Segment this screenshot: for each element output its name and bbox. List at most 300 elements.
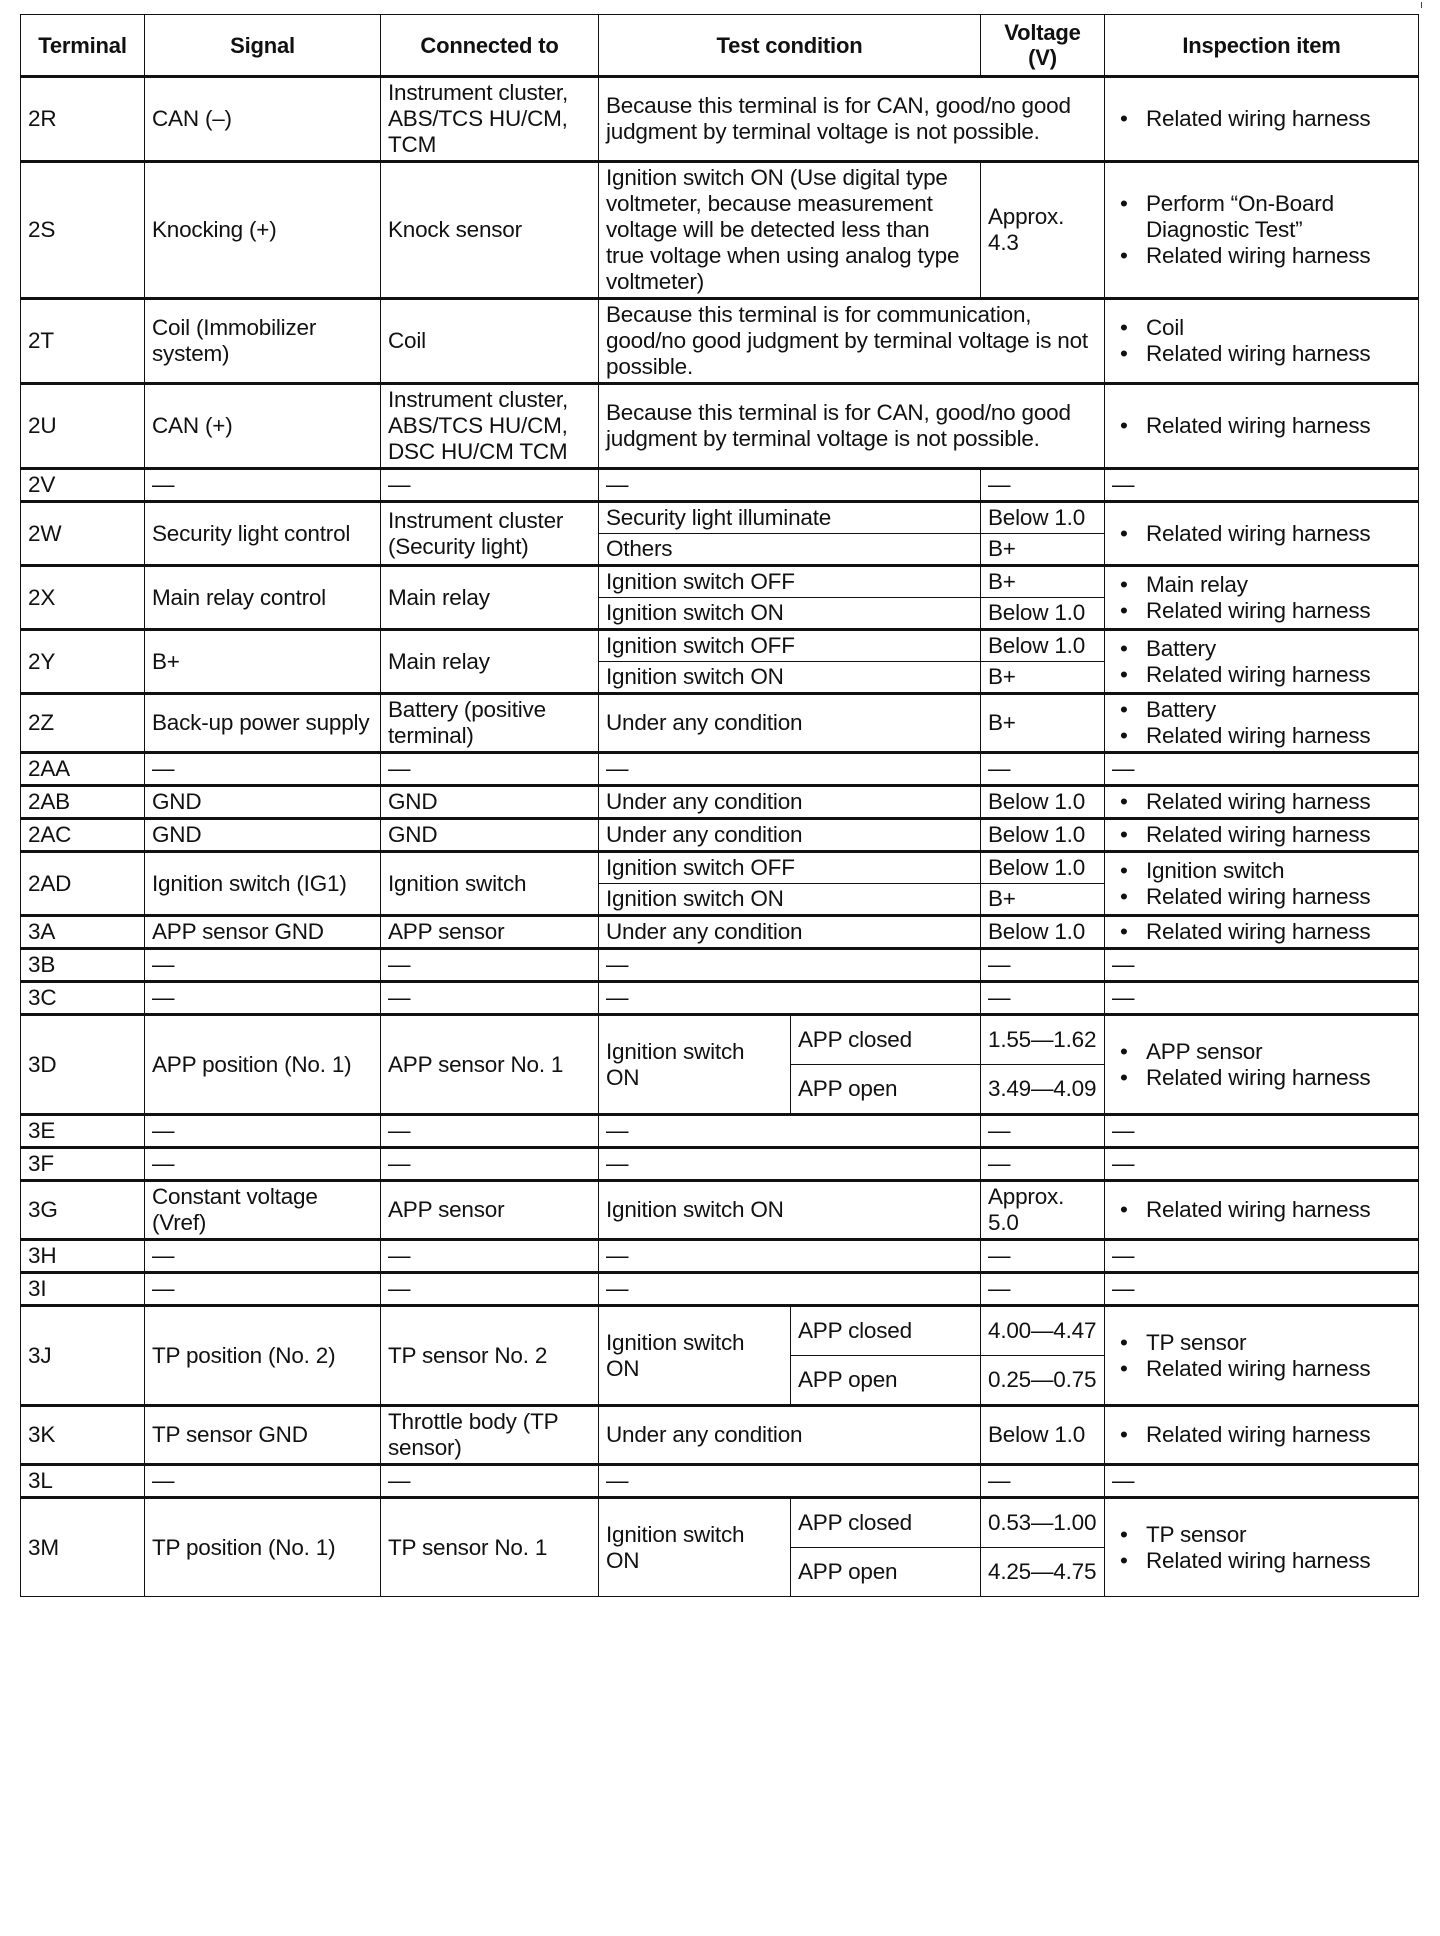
inspection-item xyxy=(1112,521,1411,547)
inspection-list xyxy=(1112,191,1411,269)
bullet-icon: • xyxy=(1120,857,1128,883)
signal-cell: Constant voltage (Vref) xyxy=(145,1181,381,1240)
bullet-icon: • xyxy=(1120,1064,1128,1090)
inspection-cell: — xyxy=(1105,469,1419,502)
test-condition-cell: APP closed xyxy=(791,1015,981,1065)
bullet-icon: • xyxy=(1120,520,1128,546)
table-row xyxy=(21,1240,1419,1273)
voltage-cell: Below 1.0 xyxy=(981,819,1105,852)
terminal-cell: 2Y xyxy=(21,630,145,694)
table-row xyxy=(21,753,1419,786)
table-header-row xyxy=(21,15,1419,77)
connected-to-cell: Main relay xyxy=(381,566,599,630)
table-row xyxy=(21,384,1419,469)
inspection-list xyxy=(1112,636,1411,688)
terminal-voltage-table xyxy=(20,14,1419,1597)
signal-cell: Ignition switch (IG1) xyxy=(145,852,381,916)
inspection-item-text: Related wiring harness xyxy=(1146,520,1371,546)
terminal-cell: 3L xyxy=(21,1465,145,1498)
voltage-cell: B+ xyxy=(981,694,1105,753)
test-condition-cell: Ignition switch OFF xyxy=(599,852,981,884)
inspection-item-text: Related wiring harness xyxy=(1146,919,1371,944)
table-row xyxy=(21,916,1419,949)
table-row xyxy=(21,566,1419,598)
connected-to-cell: — xyxy=(381,1148,599,1181)
inspection-list xyxy=(1112,1330,1411,1382)
voltage-cell: Below 1.0 xyxy=(981,630,1105,662)
voltage-cell: — xyxy=(981,1115,1105,1148)
voltage-cell: Below 1.0 xyxy=(981,916,1105,949)
inspection-item xyxy=(1112,572,1411,598)
terminal-cell: 3J xyxy=(21,1306,145,1406)
voltage-cell: — xyxy=(981,1465,1105,1498)
table-row xyxy=(21,1306,1419,1356)
inspection-list xyxy=(1112,919,1411,945)
bullet-icon: • xyxy=(1120,1547,1128,1573)
bullet-icon: • xyxy=(1120,106,1128,131)
test-condition-cell: Ignition switch ON xyxy=(599,1181,981,1240)
inspection-cell xyxy=(1105,916,1419,949)
signal-cell: CAN (+) xyxy=(145,384,381,469)
table-row xyxy=(21,1273,1419,1306)
voltage-cell: B+ xyxy=(981,534,1105,566)
voltage-cell: 4.25—4.75 xyxy=(981,1548,1105,1597)
table-row xyxy=(21,982,1419,1015)
inspection-cell xyxy=(1105,566,1419,630)
inspection-item-text: Related wiring harness xyxy=(1146,789,1371,814)
header-signal: Signal xyxy=(145,15,381,77)
inspection-item-text: Perform “On-Board Diagnostic Test” xyxy=(1146,191,1334,242)
inspection-item-text: Main relay xyxy=(1146,571,1248,597)
bullet-icon: • xyxy=(1120,635,1128,661)
terminal-cell: 3C xyxy=(21,982,145,1015)
table-row xyxy=(21,1181,1419,1240)
signal-cell: — xyxy=(145,1115,381,1148)
inspection-cell xyxy=(1105,299,1419,384)
inspection-list xyxy=(1112,106,1411,132)
signal-cell: Knocking (+) xyxy=(145,162,381,299)
test-condition-cell: APP open xyxy=(791,1065,981,1115)
inspection-item-text: Battery xyxy=(1146,697,1216,722)
inspection-list xyxy=(1112,822,1411,848)
inspection-item-text: Coil xyxy=(1146,315,1184,340)
signal-cell: Security light control xyxy=(145,502,381,566)
inspection-list xyxy=(1112,413,1411,439)
inspection-cell xyxy=(1105,852,1419,916)
connected-to-cell: APP sensor xyxy=(381,916,599,949)
connected-to-cell: Instrument cluster (Security light) xyxy=(381,502,599,566)
terminal-cell: 3M xyxy=(21,1498,145,1597)
voltage-cell: Below 1.0 xyxy=(981,502,1105,534)
voltage-cell: B+ xyxy=(981,662,1105,694)
bullet-icon: • xyxy=(1120,1422,1128,1447)
inspection-list xyxy=(1112,1039,1411,1091)
inspection-cell: — xyxy=(1105,1115,1419,1148)
terminal-cell: 2Z xyxy=(21,694,145,753)
test-condition-cell: Ignition switch ON xyxy=(599,598,981,630)
test-condition-cell: — xyxy=(599,1273,981,1306)
connected-to-cell: TP sensor No. 2 xyxy=(381,1306,599,1406)
connected-to-cell: Battery (positive terminal) xyxy=(381,694,599,753)
inspection-item-text: Related wiring harness xyxy=(1146,243,1371,268)
signal-cell: — xyxy=(145,1240,381,1273)
bullet-icon: • xyxy=(1120,341,1128,366)
inspection-item xyxy=(1112,1065,1411,1091)
bullet-icon: • xyxy=(1120,919,1128,944)
bullet-icon: • xyxy=(1120,789,1128,814)
terminal-cell: 3A xyxy=(21,916,145,949)
inspection-cell: — xyxy=(1105,982,1419,1015)
inspection-list xyxy=(1112,789,1411,815)
terminal-cell: 2U xyxy=(21,384,145,469)
inspection-list xyxy=(1112,315,1411,367)
inspection-cell xyxy=(1105,1181,1419,1240)
bullet-icon: • xyxy=(1120,413,1128,438)
inspection-item xyxy=(1112,1197,1411,1223)
test-condition-note: Because this terminal is for CAN, good/no good judgment by terminal voltage is not possible. xyxy=(599,77,1105,162)
inspection-cell xyxy=(1105,630,1419,694)
inspection-item xyxy=(1112,1356,1411,1382)
table-row xyxy=(21,630,1419,662)
inspection-item xyxy=(1112,884,1411,910)
bullet-icon: • xyxy=(1120,571,1128,597)
inspection-item-text: Related wiring harness xyxy=(1146,883,1371,909)
inspection-cell xyxy=(1105,1406,1419,1465)
connected-to-cell: — xyxy=(381,1240,599,1273)
table-row xyxy=(21,469,1419,502)
inspection-item-text: Related wiring harness xyxy=(1146,661,1371,687)
test-condition-cell: Under any condition xyxy=(599,916,981,949)
test-condition-cell: Ignition switch ON xyxy=(599,662,981,694)
bullet-icon: • xyxy=(1120,315,1128,340)
test-condition-note: Because this terminal is for CAN, good/no good judgment by terminal voltage is not possible. xyxy=(599,384,1105,469)
voltage-cell: — xyxy=(981,1240,1105,1273)
voltage-cell: Below 1.0 xyxy=(981,786,1105,819)
signal-cell: Back-up power supply xyxy=(145,694,381,753)
voltage-cell: — xyxy=(981,753,1105,786)
signal-cell: Coil (Immobilizer system) xyxy=(145,299,381,384)
test-condition-cell: Security light illuminate xyxy=(599,502,981,534)
table-row xyxy=(21,1148,1419,1181)
bullet-icon: • xyxy=(1120,1329,1128,1355)
signal-cell: — xyxy=(145,1148,381,1181)
terminal-cell: 3B xyxy=(21,949,145,982)
header-test-condition: Test condition xyxy=(599,15,981,77)
inspection-list xyxy=(1112,1422,1411,1448)
inspection-item xyxy=(1112,191,1411,243)
table-row xyxy=(21,77,1419,162)
connected-to-cell: Knock sensor xyxy=(381,162,599,299)
inspection-item xyxy=(1112,1522,1411,1548)
inspection-cell: — xyxy=(1105,1465,1419,1498)
signal-cell: — xyxy=(145,1273,381,1306)
voltage-cell: B+ xyxy=(981,884,1105,916)
signal-cell: APP position (No. 1) xyxy=(145,1015,381,1115)
inspection-item-text: Related wiring harness xyxy=(1146,1547,1371,1573)
bullet-icon: • xyxy=(1120,1038,1128,1064)
signal-cell: — xyxy=(145,949,381,982)
test-condition-cell: — xyxy=(599,1148,981,1181)
test-condition-cell: — xyxy=(599,1465,981,1498)
bullet-icon: • xyxy=(1120,883,1128,909)
test-condition-group: Ignition switch ON xyxy=(599,1306,791,1406)
inspection-item-text: APP sensor xyxy=(1146,1038,1263,1064)
table-row xyxy=(21,1015,1419,1065)
inspection-item-text: Related wiring harness xyxy=(1146,341,1371,366)
voltage-cell: — xyxy=(981,982,1105,1015)
connected-to-cell: Ignition switch xyxy=(381,852,599,916)
inspection-cell xyxy=(1105,384,1419,469)
inspection-item-text: Battery xyxy=(1146,635,1216,661)
voltage-cell: Below 1.0 xyxy=(981,598,1105,630)
signal-cell: — xyxy=(145,753,381,786)
voltage-cell: 0.53—1.00 xyxy=(981,1498,1105,1548)
signal-cell: TP position (No. 1) xyxy=(145,1498,381,1597)
header-connected-to: Connected to xyxy=(381,15,599,77)
bullet-icon: • xyxy=(1120,723,1128,748)
table-row xyxy=(21,1465,1419,1498)
voltage-cell: Below 1.0 xyxy=(981,852,1105,884)
signal-cell: TP sensor GND xyxy=(145,1406,381,1465)
inspection-item xyxy=(1112,341,1411,367)
connected-to-cell: — xyxy=(381,753,599,786)
connected-to-cell: — xyxy=(381,1273,599,1306)
signal-cell: TP position (No. 2) xyxy=(145,1306,381,1406)
signal-cell: — xyxy=(145,982,381,1015)
header-voltage: Voltage (V) xyxy=(981,15,1105,77)
table-row xyxy=(21,502,1419,534)
inspection-cell: — xyxy=(1105,1148,1419,1181)
inspection-item xyxy=(1112,413,1411,439)
inspection-item-text: Related wiring harness xyxy=(1146,597,1371,623)
test-condition-cell: — xyxy=(599,1115,981,1148)
signal-cell: B+ xyxy=(145,630,381,694)
inspection-item-text: Related wiring harness xyxy=(1146,413,1371,438)
test-condition-cell: Ignition switch ON (Use digital type voltmeter, because measurement voltage will be detected less than true voltage when using analog type voltmeter) xyxy=(599,162,981,299)
voltage-cell: B+ xyxy=(981,566,1105,598)
connected-to-cell: — xyxy=(381,1465,599,1498)
bullet-icon: • xyxy=(1120,661,1128,687)
terminal-cell: 2AD xyxy=(21,852,145,916)
inspection-item-text: TP sensor xyxy=(1146,1329,1247,1355)
inspection-item-text: Related wiring harness xyxy=(1146,822,1371,847)
inspection-list xyxy=(1112,572,1411,624)
connected-to-cell: — xyxy=(381,1115,599,1148)
terminal-cell: 3I xyxy=(21,1273,145,1306)
test-condition-cell: — xyxy=(599,949,981,982)
signal-cell: CAN (–) xyxy=(145,77,381,162)
connected-to-cell: Coil xyxy=(381,299,599,384)
test-condition-cell: Under any condition xyxy=(599,1406,981,1465)
table-row xyxy=(21,694,1419,753)
voltage-cell: 1.55—1.62 xyxy=(981,1015,1105,1065)
bullet-icon: • xyxy=(1120,822,1128,847)
voltage-cell: 3.49—4.09 xyxy=(981,1065,1105,1115)
terminal-cell: 3E xyxy=(21,1115,145,1148)
table-row xyxy=(21,1115,1419,1148)
connected-to-cell: — xyxy=(381,982,599,1015)
inspection-item-text: Ignition switch xyxy=(1146,857,1285,883)
inspection-item-text: Related wiring harness xyxy=(1146,723,1371,748)
connected-to-cell: TP sensor No. 1 xyxy=(381,1498,599,1597)
test-condition-cell: — xyxy=(599,469,981,502)
inspection-item xyxy=(1112,1422,1411,1448)
inspection-cell xyxy=(1105,694,1419,753)
inspection-cell xyxy=(1105,1306,1419,1406)
bullet-icon: • xyxy=(1120,191,1128,216)
inspection-cell xyxy=(1105,162,1419,299)
table-row xyxy=(21,852,1419,884)
test-condition-cell: Ignition switch OFF xyxy=(599,566,981,598)
connected-to-cell: Instrument cluster, ABS/TCS HU/CM, TCM xyxy=(381,77,599,162)
table-row xyxy=(21,819,1419,852)
table-row xyxy=(21,162,1419,299)
inspection-item xyxy=(1112,858,1411,884)
inspection-item xyxy=(1112,598,1411,624)
inspection-item xyxy=(1112,662,1411,688)
connected-to-cell: Throttle body (TP sensor) xyxy=(381,1406,599,1465)
table-row xyxy=(21,1498,1419,1548)
voltage-cell: Approx. 4.3 xyxy=(981,162,1105,299)
inspection-item-text: Related wiring harness xyxy=(1146,1355,1371,1381)
test-condition-cell: Others xyxy=(599,534,981,566)
inspection-list xyxy=(1112,1197,1411,1223)
test-condition-cell: APP closed xyxy=(791,1306,981,1356)
bullet-icon: • xyxy=(1120,697,1128,722)
inspection-list xyxy=(1112,521,1411,547)
terminal-cell: 2S xyxy=(21,162,145,299)
signal-cell: APP sensor GND xyxy=(145,916,381,949)
terminal-cell: 2W xyxy=(21,502,145,566)
test-condition-cell: APP closed xyxy=(791,1498,981,1548)
terminal-cell: 3K xyxy=(21,1406,145,1465)
signal-cell: GND xyxy=(145,819,381,852)
connected-to-cell: Main relay xyxy=(381,630,599,694)
terminal-cell: 2AA xyxy=(21,753,145,786)
inspection-cell: — xyxy=(1105,1273,1419,1306)
signal-cell: — xyxy=(145,1465,381,1498)
inspection-item xyxy=(1112,636,1411,662)
terminal-cell: 3G xyxy=(21,1181,145,1240)
inspection-item-text: Related wiring harness xyxy=(1146,1422,1371,1447)
test-condition-cell: — xyxy=(599,753,981,786)
voltage-cell: — xyxy=(981,949,1105,982)
test-condition-cell: Ignition switch ON xyxy=(599,884,981,916)
inspection-item xyxy=(1112,723,1411,749)
connected-to-cell: Instrument cluster, ABS/TCS HU/CM, DSC HU/CM TCM xyxy=(381,384,599,469)
test-condition-group: Ignition switch ON xyxy=(599,1015,791,1115)
inspection-cell: — xyxy=(1105,753,1419,786)
connected-to-cell: GND xyxy=(381,819,599,852)
inspection-item-text: Related wiring harness xyxy=(1146,1197,1371,1222)
connected-to-cell: — xyxy=(381,949,599,982)
inspection-item-text: TP sensor xyxy=(1146,1521,1247,1547)
terminal-cell: 2V xyxy=(21,469,145,502)
inspection-item xyxy=(1112,789,1411,815)
inspection-item xyxy=(1112,1548,1411,1574)
bullet-icon: • xyxy=(1120,1521,1128,1547)
voltage-cell: — xyxy=(981,1273,1105,1306)
page-corner-mark xyxy=(1421,2,1422,8)
test-condition-group: Ignition switch ON xyxy=(599,1498,791,1597)
connected-to-cell: — xyxy=(381,469,599,502)
connected-to-cell: APP sensor xyxy=(381,1181,599,1240)
header-inspection-item: Inspection item xyxy=(1105,15,1419,77)
terminal-cell: 3D xyxy=(21,1015,145,1115)
connected-to-cell: APP sensor No. 1 xyxy=(381,1015,599,1115)
voltage-cell: 4.00—4.47 xyxy=(981,1306,1105,1356)
inspection-item xyxy=(1112,315,1411,341)
inspection-cell xyxy=(1105,502,1419,566)
table-row xyxy=(21,949,1419,982)
inspection-item-text: Related wiring harness xyxy=(1146,106,1371,131)
test-condition-cell: Ignition switch OFF xyxy=(599,630,981,662)
terminal-cell: 2X xyxy=(21,566,145,630)
voltage-cell: — xyxy=(981,1148,1105,1181)
terminal-cell: 2T xyxy=(21,299,145,384)
inspection-cell xyxy=(1105,1498,1419,1597)
voltage-cell: Below 1.0 xyxy=(981,1406,1105,1465)
inspection-cell xyxy=(1105,786,1419,819)
inspection-cell xyxy=(1105,819,1419,852)
table-body xyxy=(21,77,1419,1597)
test-condition-cell: Under any condition xyxy=(599,786,981,819)
inspection-item xyxy=(1112,106,1411,132)
signal-cell: GND xyxy=(145,786,381,819)
bullet-icon: • xyxy=(1120,597,1128,623)
table-row xyxy=(21,1406,1419,1465)
inspection-cell xyxy=(1105,1015,1419,1115)
bullet-icon: • xyxy=(1120,1355,1128,1381)
inspection-item-text: Related wiring harness xyxy=(1146,1064,1371,1090)
table-row xyxy=(21,786,1419,819)
test-condition-cell: — xyxy=(599,982,981,1015)
test-condition-note: Because this terminal is for communication, good/no good judgment by terminal voltage is not possible. xyxy=(599,299,1105,384)
connected-to-cell: GND xyxy=(381,786,599,819)
inspection-list xyxy=(1112,858,1411,910)
bullet-icon: • xyxy=(1120,243,1128,268)
signal-cell: — xyxy=(145,469,381,502)
inspection-item xyxy=(1112,919,1411,945)
test-condition-cell: APP open xyxy=(791,1356,981,1406)
inspection-cell: — xyxy=(1105,949,1419,982)
test-condition-cell: Under any condition xyxy=(599,694,981,753)
voltage-cell: — xyxy=(981,469,1105,502)
inspection-cell xyxy=(1105,77,1419,162)
bullet-icon: • xyxy=(1120,1197,1128,1222)
test-condition-cell: — xyxy=(599,1240,981,1273)
inspection-item xyxy=(1112,822,1411,848)
inspection-item xyxy=(1112,1330,1411,1356)
inspection-item xyxy=(1112,243,1411,269)
terminal-cell: 2AC xyxy=(21,819,145,852)
test-condition-cell: APP open xyxy=(791,1548,981,1597)
voltage-cell: Approx. 5.0 xyxy=(981,1181,1105,1240)
voltage-cell: 0.25—0.75 xyxy=(981,1356,1105,1406)
terminal-cell: 3F xyxy=(21,1148,145,1181)
signal-cell: Main relay control xyxy=(145,566,381,630)
header-terminal: Terminal xyxy=(21,15,145,77)
terminal-cell: 2AB xyxy=(21,786,145,819)
inspection-item xyxy=(1112,1039,1411,1065)
inspection-list xyxy=(1112,697,1411,749)
inspection-cell: — xyxy=(1105,1240,1419,1273)
terminal-cell: 2R xyxy=(21,77,145,162)
inspection-list xyxy=(1112,1522,1411,1574)
inspection-item xyxy=(1112,697,1411,723)
terminal-cell: 3H xyxy=(21,1240,145,1273)
test-condition-cell: Under any condition xyxy=(599,819,981,852)
